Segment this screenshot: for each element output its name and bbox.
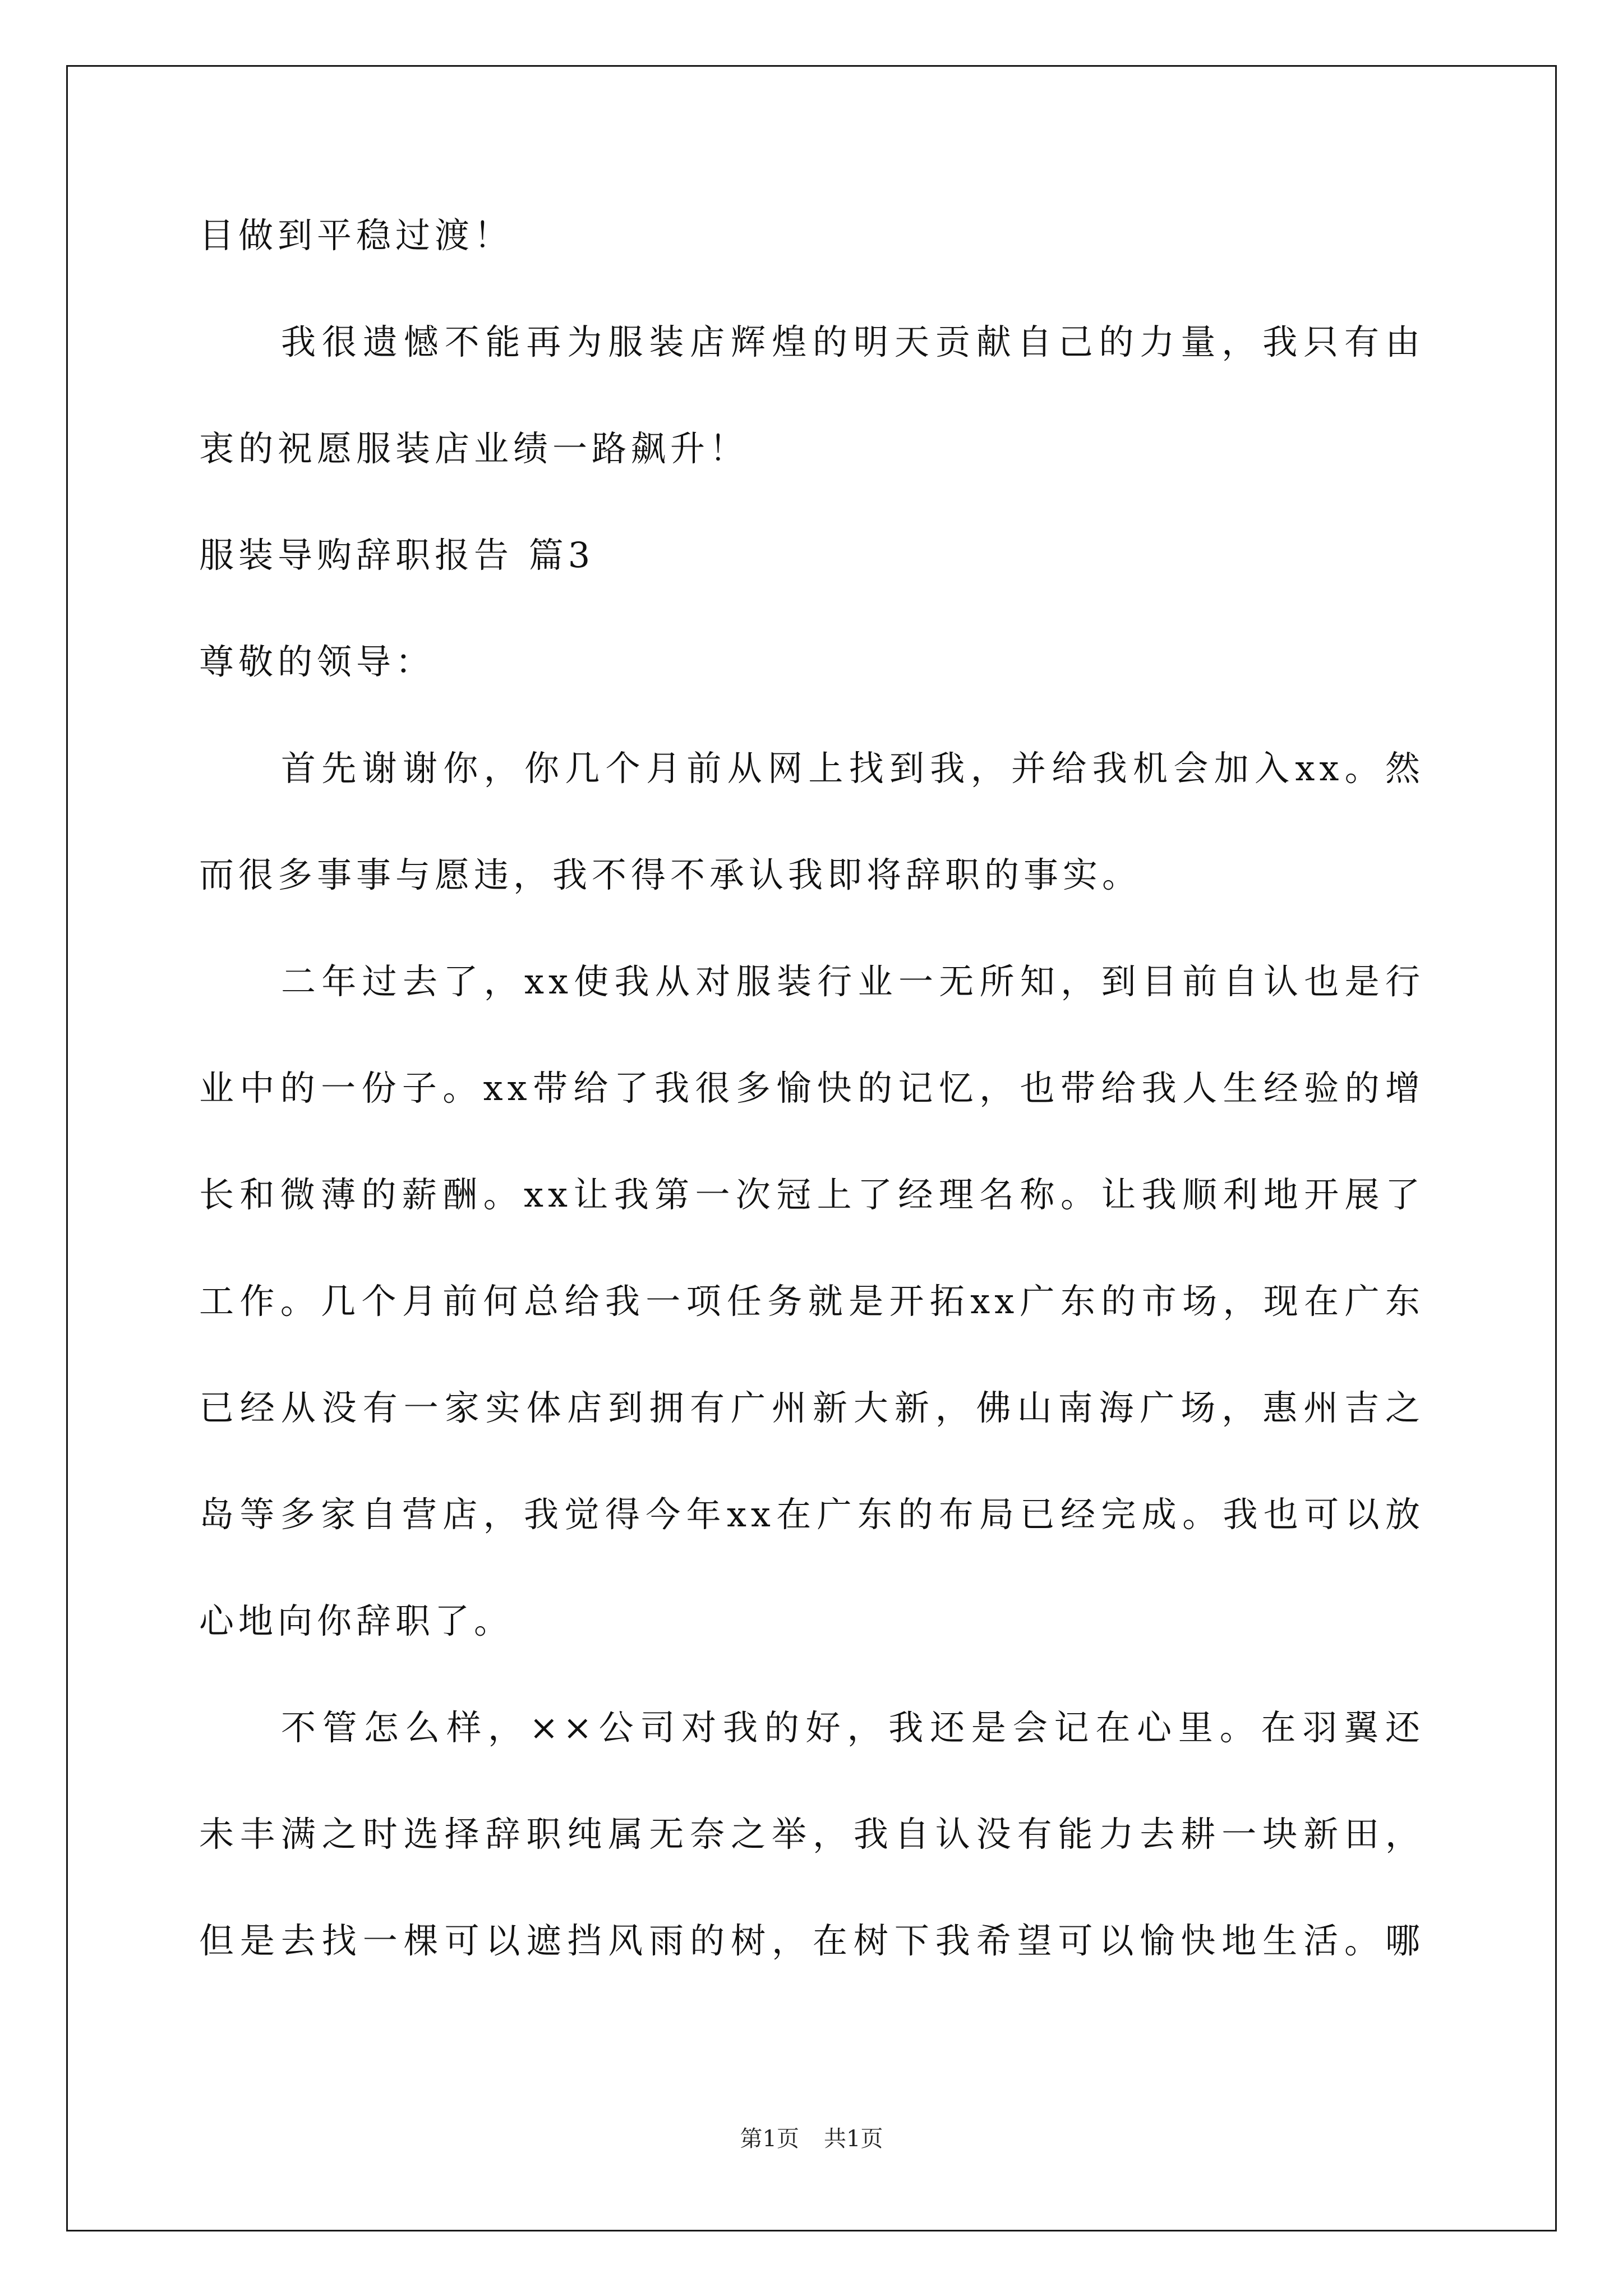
salutation: 尊敬的领导： (199, 641, 435, 682)
text-line: 二年过去了，xx使我从对服装行业一无所知，到目前自认也是行 (281, 961, 1424, 1002)
text-line: 岛等多家自营店，我觉得今年xx在广东的布局已经完成。我也可以放 (199, 1494, 1424, 1535)
text-line: 心地向你辞职了。 (199, 1600, 514, 1641)
section-heading: 服装导购辞职报告 篇3 (199, 535, 595, 576)
text-line: 而很多事事与愿违，我不得不承认我即将辞职的事实。 (199, 854, 1142, 895)
text-line: 长和微薄的薪酬。xx让我第一次冠上了经理名称。让我顺利地开展了 (199, 1174, 1424, 1215)
text-line: 首先谢谢你，你几个月前从网上找到我，并给我机会加入xx。然 (281, 748, 1424, 789)
page-count: 共1页 (824, 2126, 883, 2152)
text-line: 未丰满之时选择辞职纯属无奈之举，我自认没有能力去耕一块新田， (199, 1814, 1424, 1855)
page-footer (0, 2125, 1623, 2153)
page-border (66, 65, 1557, 2231)
text-line: 工作。几个月前何总给我一项任务就是开拓xx广东的市场，现在广东 (199, 1281, 1424, 1322)
text-line: 业中的一份子。xx带给了我很多愉快的记忆，也带给我人生经验的增 (199, 1068, 1424, 1108)
text-line: 不管怎么样，××公司对我的好，我还是会记在心里。在羽翼还 (281, 1707, 1424, 1748)
text-line: 衷的祝愿服装店业绩一路飙升！ (199, 428, 749, 469)
text-line: 我很遗憾不能再为服装店辉煌的明天贡献自己的力量，我只有由 (281, 321, 1424, 362)
text-line: 目做到平稳过渡！ (199, 215, 514, 256)
text-line: 已经从没有一家实体店到拥有广州新大新，佛山南海广场，惠州吉之 (199, 1387, 1424, 1428)
page-number: 第1页 (740, 2126, 799, 2152)
text-line: 但是去找一棵可以遮挡风雨的树，在树下我希望可以愉快地生活。哪 (199, 1920, 1424, 1961)
